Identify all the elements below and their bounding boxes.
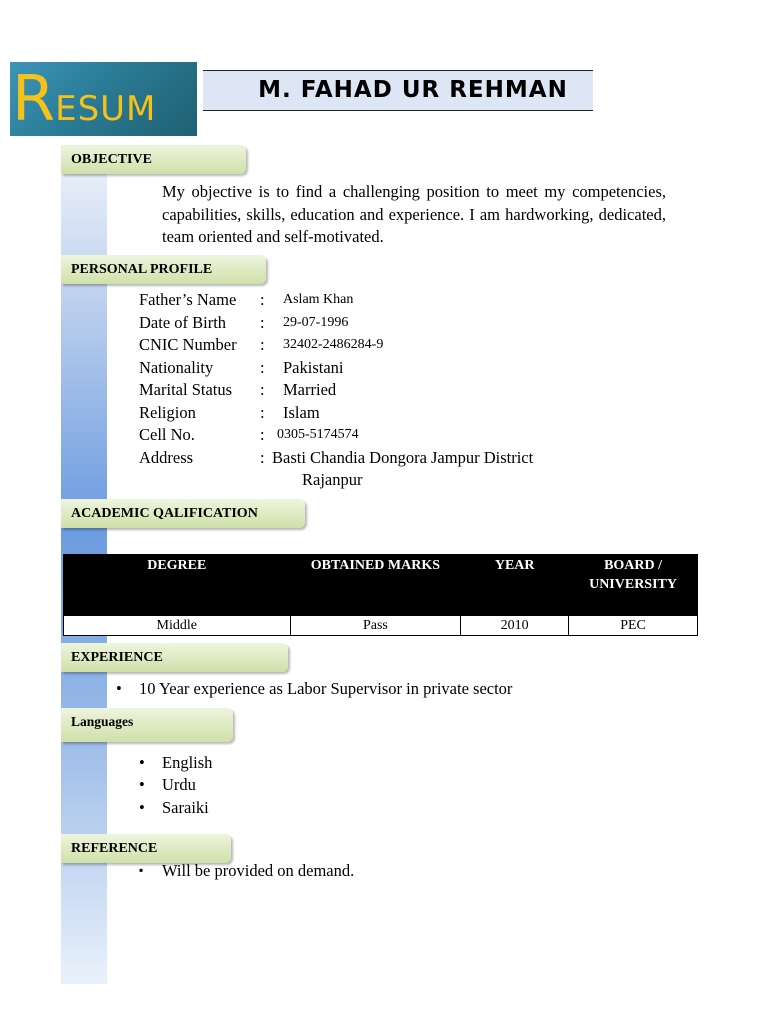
bullet-icon: •: [139, 753, 145, 772]
profile-colon: :: [260, 358, 265, 377]
profile-label: Religion: [139, 403, 196, 422]
objective-text: My objective is to find a challenging position to meet my competencies, capabilities, skills, education and experience. I am hardworking, dedicated, team oriented and self-motivated.: [162, 182, 666, 246]
language-text: Urdu: [162, 775, 196, 794]
profile-colon: :: [260, 335, 265, 354]
section-reference: REFERENCE: [61, 834, 231, 863]
section-languages: Languages: [61, 708, 233, 742]
column-header: DEGREE: [64, 555, 291, 616]
profile-value: Married: [283, 380, 337, 399]
profile-colon: :: [260, 448, 265, 467]
profile-value: 0305-5174574: [277, 427, 359, 442]
logo-text: [12, 62, 157, 135]
profile-value: Aslam Khan: [283, 292, 354, 307]
address-line-2: Rajanpur: [302, 470, 363, 489]
column-header: YEAR: [461, 555, 569, 616]
section-experience: EXPERIENCE: [61, 643, 288, 672]
profile-value: Islam: [283, 403, 320, 422]
profile-colon: :: [260, 290, 265, 309]
profile-value: 29-07-1996: [283, 315, 349, 330]
table-header-row: [64, 555, 698, 616]
section-personal-profile: PERSONAL PROFILE: [61, 255, 266, 284]
profile-colon: :: [260, 313, 265, 332]
table-cell: 2010: [461, 616, 569, 636]
profile-label: Date of Birth: [139, 313, 227, 332]
profile-colon: :: [260, 403, 265, 422]
section-academic: ACADEMIC QALIFICATION: [61, 499, 305, 528]
profile-label: CNIC Number: [139, 335, 237, 354]
experience-text: 10 Year experience as Labor Supervisor in private sector: [139, 679, 513, 698]
resume-logo: [10, 62, 197, 136]
table-cell: Middle: [64, 616, 291, 636]
academic-table: [63, 554, 698, 636]
reference-text: Will be provided on demand.: [162, 861, 355, 880]
logo-rest: ESUM: [55, 89, 157, 129]
profile-label: Nationality: [139, 358, 214, 377]
profile-value: Basti Chandia Dongora Jampur District: [272, 448, 534, 467]
column-header: BOARD / UNIVERSITY: [569, 555, 698, 616]
bullet-icon: •: [139, 775, 145, 794]
table-row: [64, 616, 698, 636]
profile-label: Father’s Name: [139, 290, 237, 309]
name-header: [203, 70, 593, 111]
candidate-name: M. FAHAD UR REHMAN: [258, 77, 568, 103]
bullet-icon: •: [139, 798, 145, 817]
language-text: English: [162, 753, 213, 772]
table-cell: PEC: [569, 616, 698, 636]
profile-label: Cell No.: [139, 425, 195, 444]
square-bullet-icon: ▪: [139, 863, 144, 877]
logo-initial: R: [12, 62, 56, 135]
section-objective: OBJECTIVE: [61, 145, 246, 174]
table-cell: Pass: [290, 616, 461, 636]
column-header: OBTAINED MARKS: [290, 555, 461, 616]
profile-colon: :: [260, 380, 265, 399]
profile-value: 32402-2486284-9: [283, 337, 384, 352]
profile-label: Marital Status: [139, 380, 233, 399]
profile-value: Pakistani: [283, 358, 344, 377]
bullet-icon: •: [116, 679, 122, 698]
profile-colon: :: [260, 425, 265, 444]
profile-label: Address: [139, 448, 194, 467]
language-text: Saraiki: [162, 798, 209, 817]
